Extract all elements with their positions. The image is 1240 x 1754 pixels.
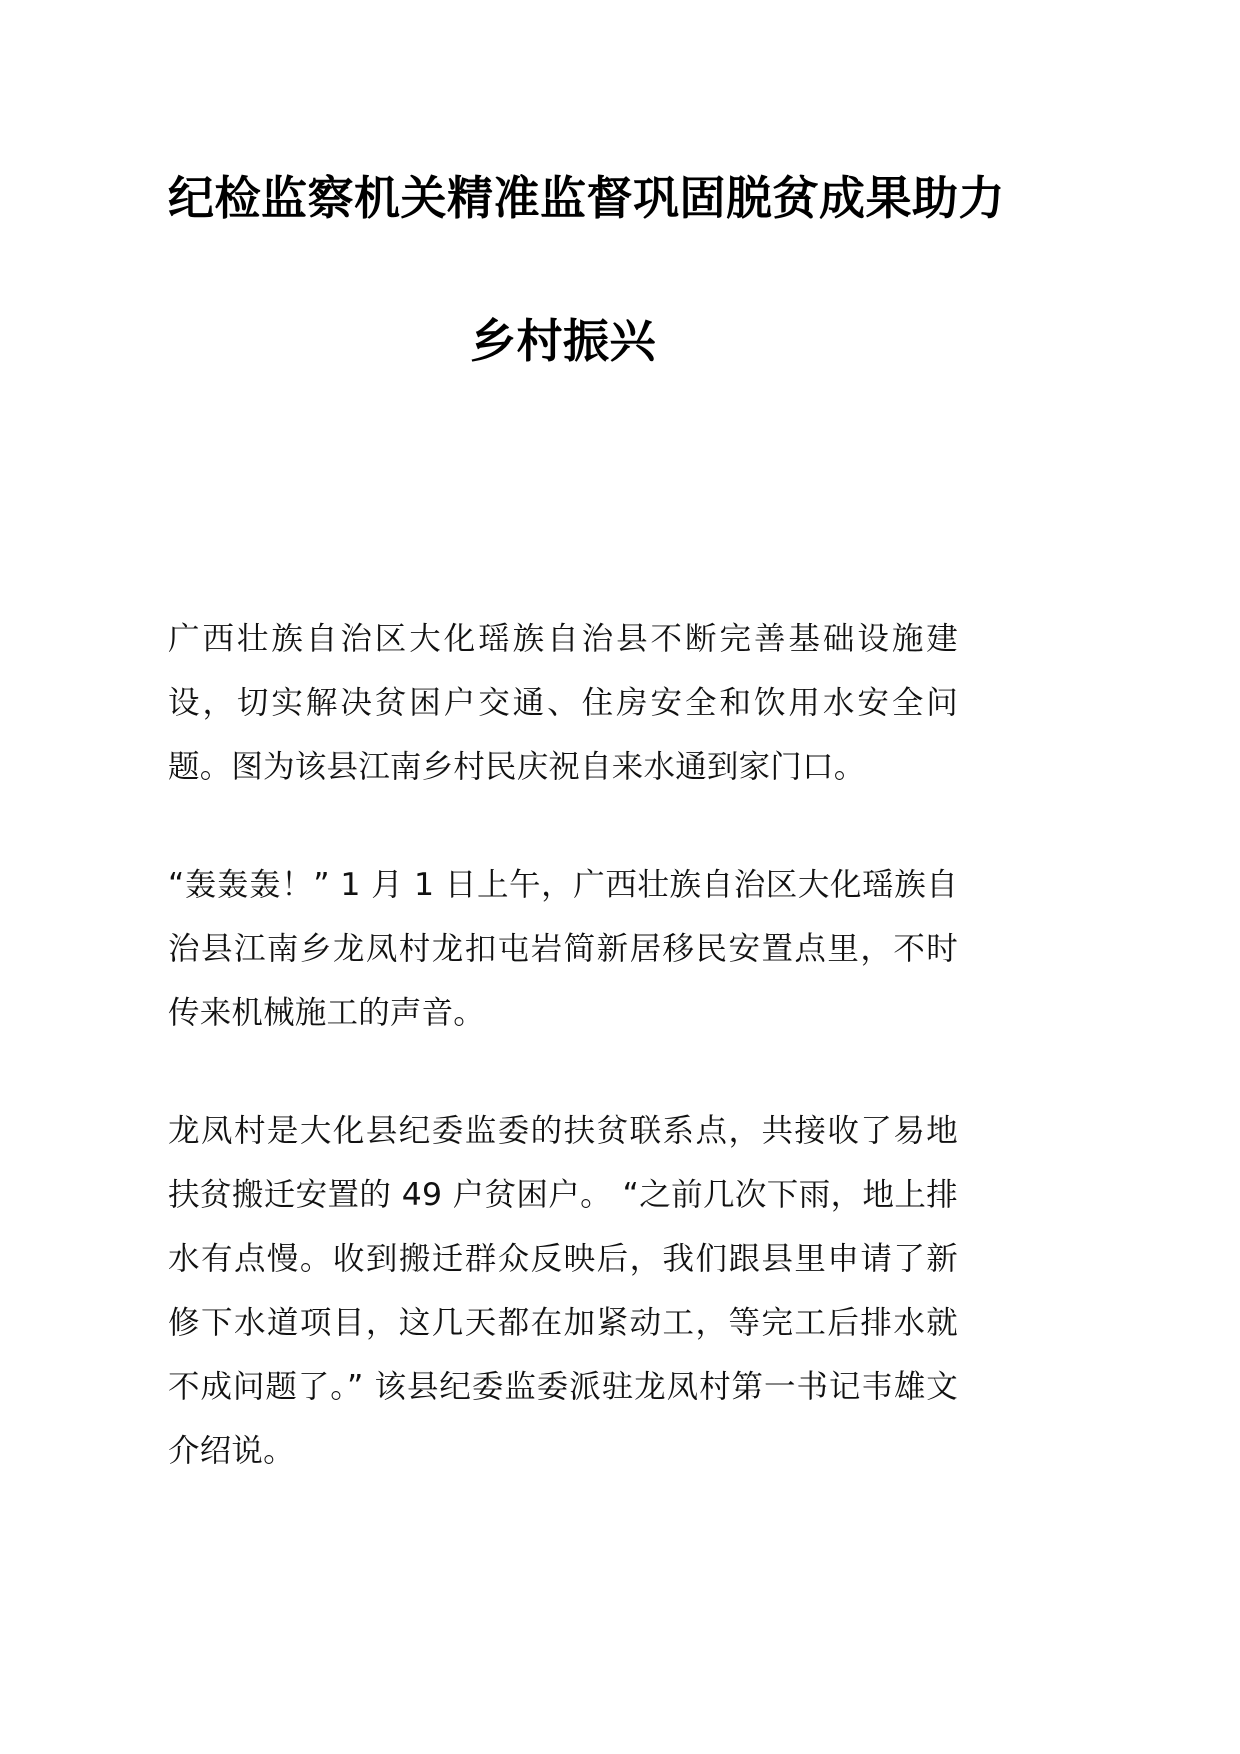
page-title-line-1: 纪检监察机关精准监督巩固脱贫成果助力 (168, 171, 1005, 225)
document-content (168, 0, 1005, 1483)
page-title-line-2: 乡村振兴 (470, 314, 656, 369)
article-paragraph-2: “轰轰轰！” 1 月 1 日上午，广西壮族自治区大化瑶族自治县江南乡龙凤村龙扣屯岩简新居移民安置点里，不时传来机械施工的声音。 (168, 866, 958, 1031)
article-paragraph-3: 龙凤村是大化县纪委监委的扶贫联系点，共接收了易地扶贫搬迁安置的 49 户贫困户。 “之前几次下雨，地上排水有点慢。收到搬迁群众反映后，我们跟县里申请了新修下水道项目，这几天都在加紧动工，等完工后排水就不成问题了。” 该县纪委监委派驻龙凤村第一书记韦雄文介绍说。 (168, 1112, 958, 1469)
article-body (168, 607, 958, 1483)
article-paragraph-1: 广西壮族自治区大化瑶族自治县不断完善基础设施建设，切实解决贫困户交通、住房安全和饮用水安全问题。图为该县江南乡村民庆祝自来水通到家门口。 (168, 620, 958, 785)
